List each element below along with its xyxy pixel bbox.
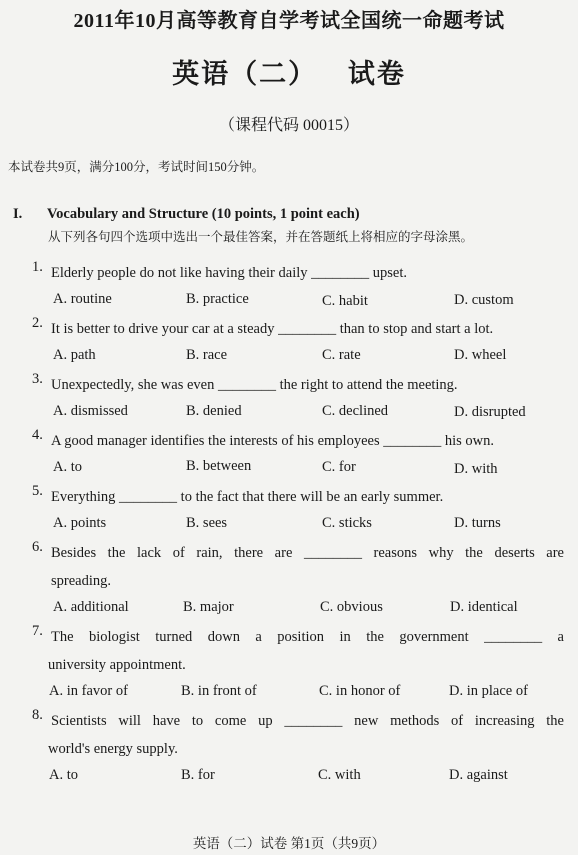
option-a: A. to [53, 459, 82, 475]
option-a: A. routine [53, 291, 112, 307]
option-a: A. to [49, 767, 78, 783]
paper-title: 英语（二） 试卷 [172, 59, 406, 89]
option-a: A. in favor of [49, 683, 128, 699]
option-d: D. custom [454, 292, 514, 308]
option-c: C. obvious [320, 599, 383, 615]
question-number: 2. [32, 315, 43, 331]
option-d: D. turns [454, 515, 501, 531]
option-b: B. for [181, 767, 215, 783]
section-instruction: 从下列各句四个选项中选出一个最佳答案，并在答题纸上将相应的字母涂黑。 [48, 230, 474, 244]
question-stem: It is better to drive your car at a steady ________ than to stop and start a lot. [51, 321, 494, 337]
option-b: B. major [183, 599, 234, 615]
option-d: D. with [454, 461, 498, 477]
section-heading [13, 206, 360, 223]
option-c: C. for [322, 459, 356, 475]
question-stem-continued: university appointment. [48, 657, 186, 673]
option-a: A. dismissed [53, 403, 128, 419]
option-b: B. denied [186, 403, 242, 419]
option-c: C. sticks [322, 515, 372, 531]
question-number: 8. [32, 707, 43, 723]
option-b: B. practice [186, 291, 249, 307]
option-b: B. in front of [181, 683, 257, 699]
question-stem: Besides the lack of rain, there are ________ reasons why the deserts are [51, 545, 564, 561]
exam-intro: 本试卷共9页，满分100分，考试时间150分钟。 [8, 160, 265, 174]
question-stem: Unexpectedly, she was even ________ the right to attend the meeting. [51, 377, 458, 393]
question-stem: Elderly people do not like having their daily ________ upset. [51, 265, 407, 281]
question-number: 5. [32, 483, 43, 499]
option-d: D. against [449, 767, 508, 783]
option-c: C. declined [322, 403, 389, 419]
option-a: A. path [53, 347, 96, 363]
question-number: 7. [32, 623, 43, 639]
question-stem-continued: world's energy supply. [48, 741, 178, 757]
page-footer: 英语（二）试卷 第1页（共9页） [192, 836, 386, 851]
option-d: D. in place of [449, 683, 528, 699]
question-number: 3. [32, 371, 43, 387]
option-d: D. disrupted [454, 404, 526, 420]
question-stem: The biologist turned down a position in the government ________ a [51, 629, 564, 645]
option-d: D. wheel [454, 347, 507, 363]
option-d: D. identical [450, 599, 518, 615]
option-b: B. between [186, 458, 252, 474]
question-number: 6. [32, 539, 43, 555]
question-stem: A good manager identifies the interests of his employees ________ his own. [51, 433, 494, 449]
option-b: B. sees [186, 515, 228, 531]
course-code: （课程代码 00015） [218, 117, 359, 134]
option-c: C. in honor of [319, 683, 401, 699]
option-b: B. race [186, 347, 228, 363]
option-c: C. with [318, 767, 361, 783]
question-stem: Scientists will have to come up ________ new methods of increasing the [51, 713, 564, 729]
option-c: C. habit [322, 293, 368, 309]
question-number: 4. [32, 427, 43, 443]
section-title: Vocabulary and Structure (10 points, 1 point each) [47, 206, 360, 222]
question-stem-continued: spreading. [51, 573, 111, 589]
option-a: A. additional [53, 599, 129, 615]
option-c: C. rate [322, 347, 361, 363]
question-number: 1. [32, 259, 43, 275]
option-a: A. points [53, 515, 107, 531]
section-number: I. [13, 206, 23, 222]
question-stem: Everything ________ to the fact that there will be an early summer. [51, 489, 444, 505]
exam-title: 2011年10月高等教育自学考试全国统一命题考试 [73, 10, 505, 32]
